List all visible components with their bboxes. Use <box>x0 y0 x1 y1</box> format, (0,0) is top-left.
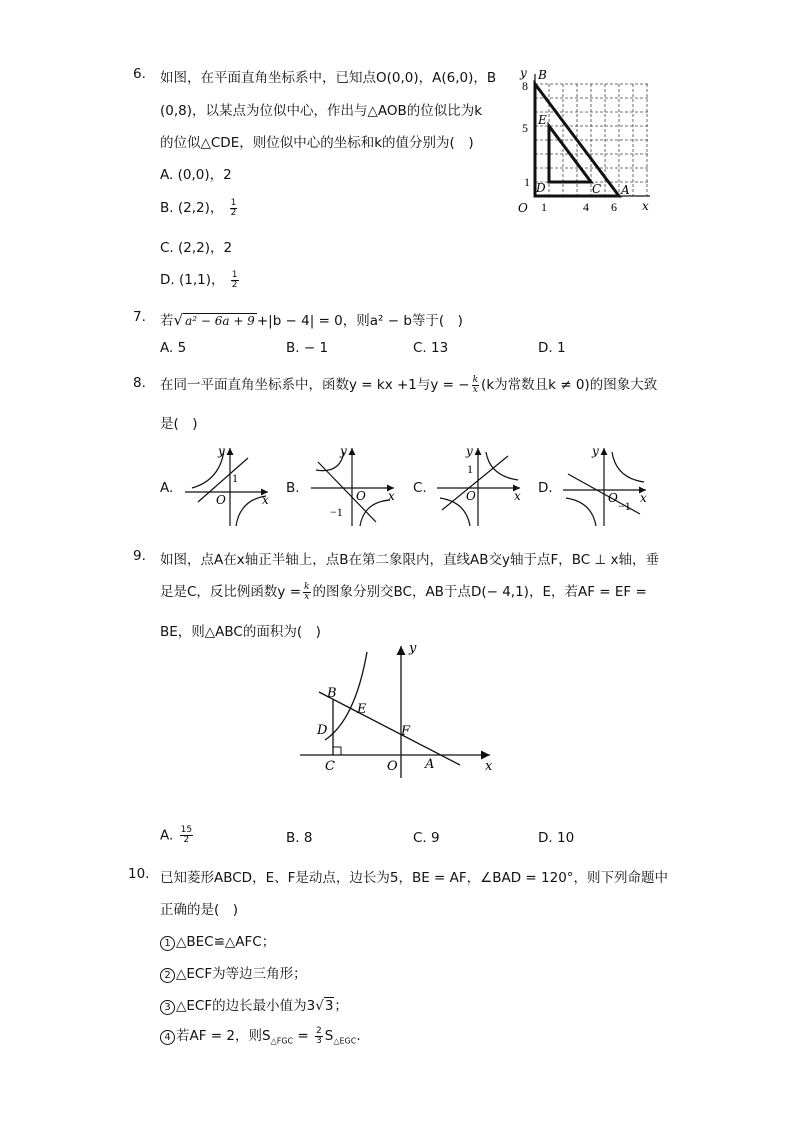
option-label: B. <box>160 200 174 216</box>
q8-line1-post: (k为常数且k ≠ 0)的图象大致 <box>481 377 658 393</box>
origin-label: O <box>387 759 398 774</box>
q6-number: 6. <box>133 66 146 82</box>
q9-option-a[interactable] <box>160 826 195 845</box>
x-tick-6: 6 <box>611 200 617 214</box>
intercept-label: 1 <box>232 471 238 485</box>
intercept-label: −1 <box>330 505 343 519</box>
right-angle-mark <box>333 747 341 755</box>
fraction: $\frac{1}{2}$ <box>230 197 237 218</box>
option-label: A. <box>160 340 174 356</box>
point-b-label: B <box>327 686 337 701</box>
x-label: x <box>262 493 269 507</box>
option-text: 10 <box>556 830 575 846</box>
q9-line2-post: 的图象分别交BC，AB于点D(− 4,1)，E，若AF = EF = <box>312 584 647 600</box>
y-label: y <box>218 444 225 458</box>
point-e-label: E <box>538 113 547 127</box>
option-label: A. <box>160 167 174 183</box>
item-text: 若AF = 2，则S <box>176 1028 271 1044</box>
subscript: △EGC <box>333 1036 357 1046</box>
y-tick-5: 5 <box>522 121 528 135</box>
q8-option-b-label[interactable]: B. <box>286 480 300 496</box>
circled-number: 2 <box>160 968 175 983</box>
fraction: $\frac{1}{2}$ <box>231 269 238 290</box>
origin-label: O <box>518 201 528 215</box>
q10-item-4 <box>160 1024 361 1046</box>
point-e-label: E <box>357 702 367 717</box>
q7-option-c[interactable] <box>413 340 448 356</box>
item-text-end: . <box>356 1028 361 1044</box>
circled-number: 3 <box>160 1000 175 1015</box>
circled-number: 4 <box>160 1030 175 1045</box>
option-text: 8 <box>303 830 313 846</box>
fraction: $\frac{k}{x}$ <box>472 374 479 395</box>
line-ab <box>319 692 460 765</box>
q8-number: 8. <box>133 375 146 391</box>
q9-option-c[interactable] <box>413 830 440 846</box>
q7-number: 7. <box>133 309 146 325</box>
x-label: x <box>485 759 493 774</box>
q7-stem <box>160 309 463 329</box>
y-label: y <box>409 641 417 656</box>
q6-option-c[interactable] <box>160 236 232 256</box>
point-c-label: C <box>325 759 335 774</box>
sqrt-radicand: 3 <box>324 998 334 1014</box>
option-text: (2,2)， <box>177 200 224 216</box>
item-text: △ECF的边长最小值为3 <box>176 998 316 1014</box>
intercept-label: −1 <box>618 499 631 513</box>
option-text: − 1 <box>303 340 329 356</box>
sqrt-sign: √ <box>315 998 324 1014</box>
q9-line1: 如图，点A在x轴正半轴上，点B在第二象限内，直线AB交y轴于点F，BC ⊥ x轴，垂 <box>160 552 660 568</box>
equals-sign: = <box>293 1028 314 1044</box>
y-label: y <box>592 444 599 458</box>
x-tick-1: 1 <box>541 200 547 214</box>
y-label: y <box>466 444 473 458</box>
q8-graph-c[interactable] <box>432 440 527 530</box>
x-tick-4: 4 <box>583 200 589 214</box>
axis-y-label: y <box>520 66 527 80</box>
q8-line1-pre: 在同一平面直角坐标系中，函数y = kx +1与y = − <box>160 377 470 393</box>
y-tick-1: 1 <box>524 175 530 189</box>
line-graph <box>318 462 376 522</box>
fraction: $\frac{15}{2}$ <box>180 825 193 845</box>
origin-label: O <box>466 489 476 503</box>
area-symbol: S <box>324 1028 334 1044</box>
q7-option-b[interactable] <box>286 340 328 356</box>
y-tick-8: 8 <box>522 79 528 93</box>
q9-line2-pre: 足是C，反比例函数y = <box>160 584 302 600</box>
option-label: B. <box>286 830 300 846</box>
q7-post: +|b − 4| = 0，则a² − b等于( ) <box>256 313 463 329</box>
q9-figure <box>295 640 505 780</box>
hyperbola-branch <box>360 500 390 526</box>
option-label: C. <box>413 830 427 846</box>
point-d-label: D <box>317 723 328 738</box>
sqrt-sign: √ <box>173 311 184 329</box>
item-text-end: ； <box>334 998 348 1014</box>
q10-item-1 <box>160 930 275 951</box>
q9-line3: BE，则△ABC的面积为( ) <box>160 624 321 640</box>
option-text: (0,0)，2 <box>177 167 232 183</box>
option-label: C. <box>160 240 174 256</box>
subscript: △FGC <box>270 1036 294 1046</box>
q8-line1 <box>160 373 657 395</box>
q8-line2: 是( ) <box>160 416 198 432</box>
point-c-label: C <box>592 182 602 196</box>
item-text: △ECF为等边三角形； <box>176 966 307 982</box>
option-text: 9 <box>431 830 440 846</box>
hyperbola-branch <box>612 452 644 482</box>
q9-option-b[interactable] <box>286 830 312 846</box>
point-f-label: F <box>401 724 411 739</box>
q6-figure <box>510 64 660 219</box>
origin-label: O <box>216 493 226 507</box>
q8-graph-d[interactable] <box>558 440 653 530</box>
item-text: △BEC≌△AFC； <box>176 934 276 950</box>
q7-option-a[interactable] <box>160 340 186 356</box>
option-label: D. <box>538 340 553 356</box>
q9-line2 <box>160 580 647 602</box>
q8-option-a-label[interactable]: A. <box>160 480 174 496</box>
option-label: D. <box>160 272 175 288</box>
q7-pre: 若 <box>160 313 174 329</box>
hyperbola-branch <box>486 452 518 480</box>
x-label: x <box>514 489 521 503</box>
q6-option-b[interactable] <box>160 196 239 218</box>
option-label: B. <box>286 340 300 356</box>
option-text: 5 <box>177 340 187 356</box>
point-d-label: D <box>536 181 546 195</box>
option-text: 13 <box>431 340 449 356</box>
q7-radicand: a² − 6a + 9 <box>185 314 255 328</box>
q10-item-3 <box>160 994 348 1015</box>
q8-graph-b[interactable] <box>306 440 401 530</box>
q9-number: 9. <box>133 548 146 564</box>
q9-option-d[interactable] <box>538 830 574 846</box>
y-label: y <box>340 444 347 458</box>
axis-x-label: x <box>642 199 649 213</box>
q8-option-d-label[interactable]: D. <box>538 480 553 496</box>
intercept-label: 1 <box>467 462 473 476</box>
grid-lines <box>535 84 650 196</box>
x-label: x <box>388 489 395 503</box>
q7-option-d[interactable] <box>538 340 566 356</box>
q6-line2: (0,8)，以某点为位似中心，作出与△AOB的位似比为k <box>160 103 483 119</box>
fraction: $\frac{2}{3}$ <box>316 1025 322 1046</box>
q10-line1: 已知菱形ABCD，E、F是动点，边长为5，BE = AF，∠BAD = 120°，则下列命题中 <box>160 870 669 886</box>
q8-graph-a[interactable] <box>180 440 275 530</box>
fraction: $\frac{k}{x}$ <box>304 581 310 602</box>
circled-number: 1 <box>160 936 175 951</box>
q6-option-a[interactable] <box>160 163 232 183</box>
q10-number: 10. <box>128 866 150 882</box>
option-label: A. <box>160 827 174 844</box>
point-a-label: A <box>425 757 435 772</box>
origin-label: O <box>356 489 366 503</box>
q10-item-2 <box>160 962 307 983</box>
option-text: (1,1)， <box>178 272 225 288</box>
option-label: D. <box>538 830 553 846</box>
hyperbola-branch <box>566 498 596 526</box>
q6-option-d[interactable] <box>160 268 241 290</box>
q6-line1: 如图，在平面直角坐标系中，已知点O(0,0)，A(6,0)，B <box>160 70 497 86</box>
point-b-label: B <box>538 68 547 82</box>
option-text: 1 <box>556 340 566 356</box>
option-label: C. <box>413 340 427 356</box>
origin-label: O <box>608 491 618 505</box>
q8-option-c-label[interactable]: C. <box>413 480 427 496</box>
option-text: (2,2)，2 <box>178 240 233 256</box>
q6-line3: 的位似△CDE，则位似中心的坐标和k的值分别为( ) <box>160 135 474 151</box>
q10-line2: 正确的是( ) <box>160 902 239 918</box>
x-label: x <box>640 491 647 505</box>
point-a-label: A <box>621 183 630 197</box>
